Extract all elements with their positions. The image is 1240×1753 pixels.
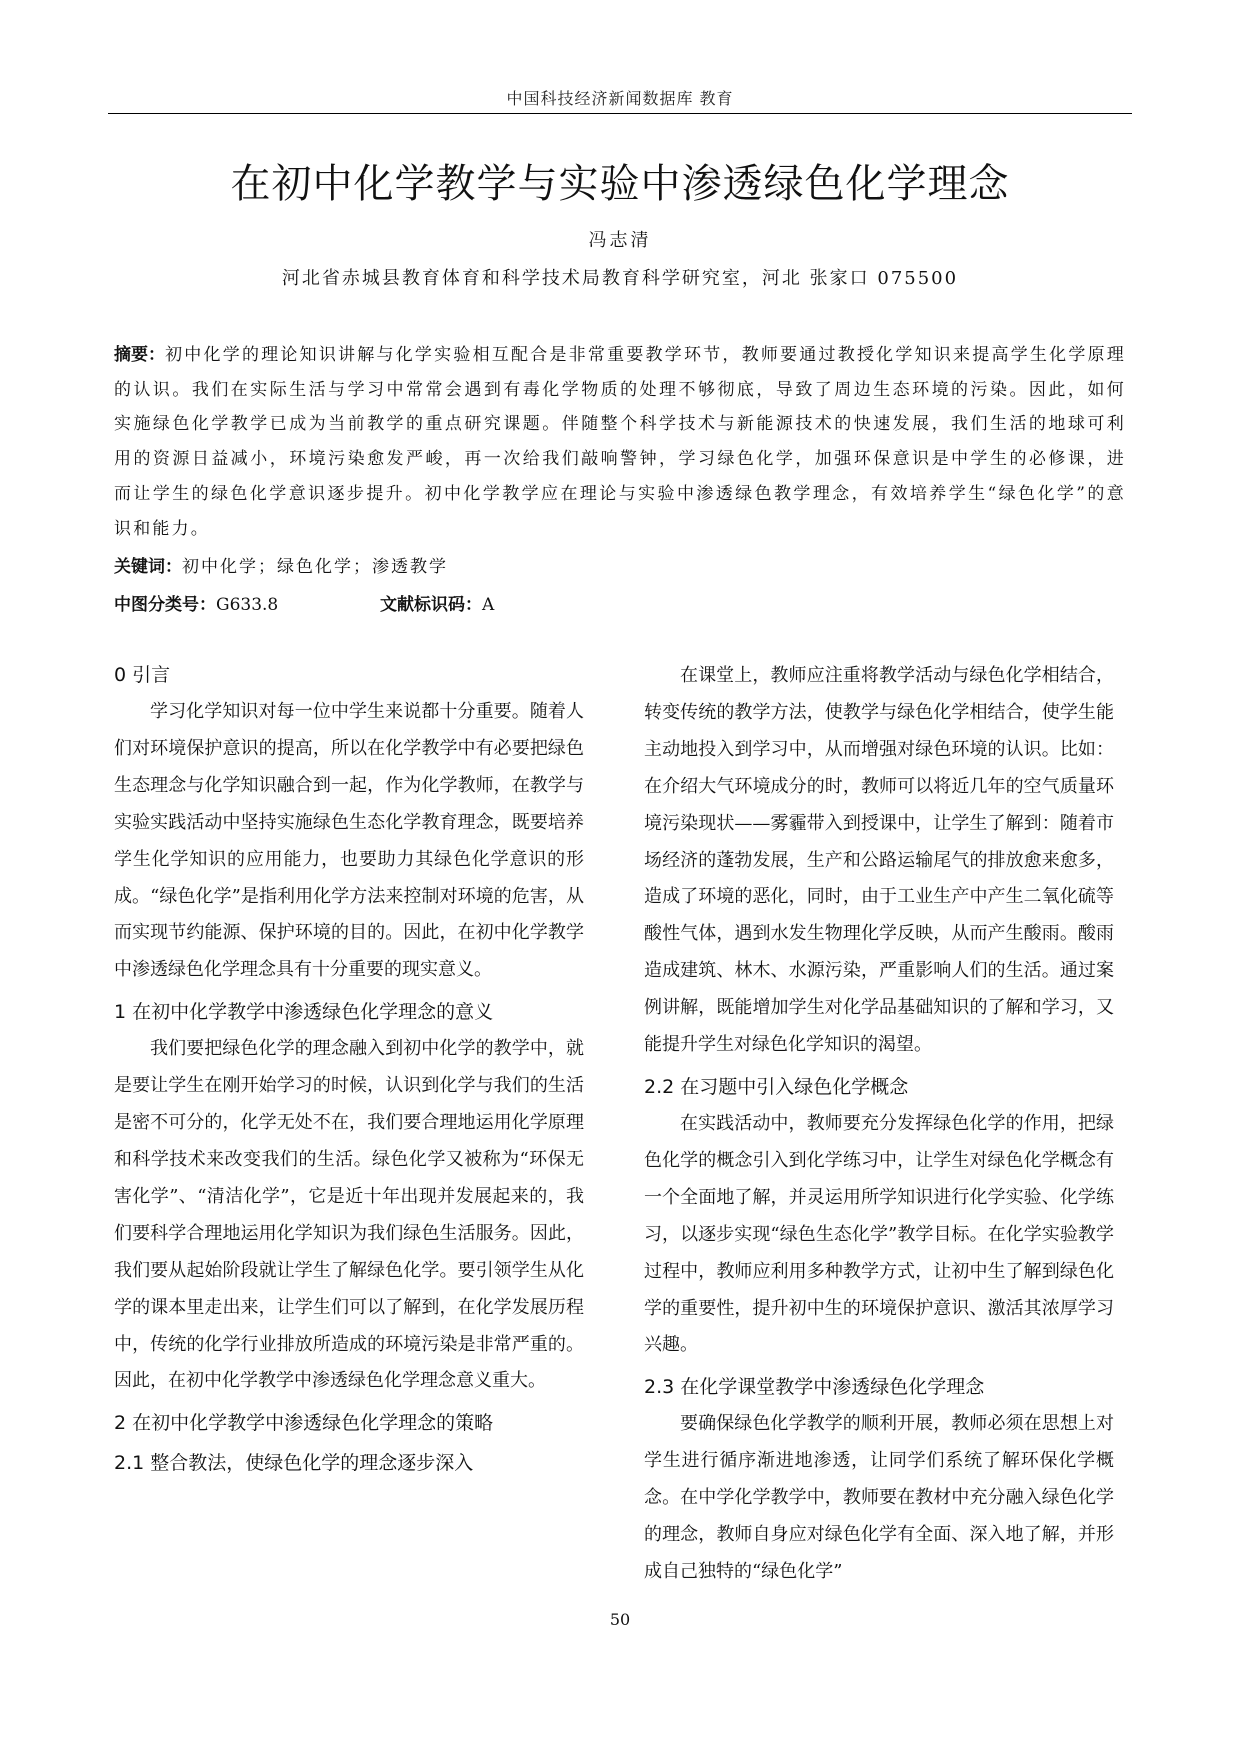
document-code-label: 文献标识码： bbox=[380, 595, 482, 615]
abstract-label: 摘要： bbox=[114, 345, 166, 365]
paragraph: 学习化学知识对每一位中学生来说都十分重要。随着人们对环境保护意识的提高，所以在化学教学中有必要把绿色生态理念与化学知识融合到一起，作为化学教师，在教学与实验实践活动中坚持实施绿色生态化学教育理念，既要培养学生化学知识的应用能力，也要助力其绿色化学意识的形成。“绿色化学”是指利用化学方法来控制对环境的危害，从而实现节约能源、保护环境的目的。因此，在初中化学教学中渗透绿色化学理念具有十分重要的现实意义。 bbox=[114, 701, 584, 981]
author-affiliation: 河北省赤城县教育体育和科学技术局教育科学研究室，河北 张家口 075500 bbox=[281, 268, 959, 289]
paragraph: 我们要把绿色化学的理念融入到初中化学的教学中，就是要让学生在刚开始学习的时候，认识到化学与我们的生活是密不可分的，化学无处不在，我们要合理地运用化学原理和科学技术来改变我们的生活。绿色化学又被称为“环保无害化学”、“清洁化学”，它是近十年出现并发展起来的，我们要科学合理地运用化学知识为我们绿色生活服务。因此，我们要从起始阶段就让学生了解绿色化学。要引领学生从化学的课本里走出来，让学生们可以了解到，在化学发展历程中，传统的化学行业排放所造成的环境污染是非常严重的。因此，在初中化学教学中渗透绿色化学理念意义重大。 bbox=[114, 1038, 584, 1392]
subsection-heading-2-3: 2.3 在化学课堂教学中渗透绿色化学理念 bbox=[644, 1376, 985, 1399]
keywords bbox=[114, 552, 1126, 577]
document-code bbox=[380, 590, 494, 615]
paragraph: 要确保绿色化学教学的顺利开展，教师必须在思想上对学生进行循序渐进地渗透，让同学们系统了解环保化学概念。在中学化学教学中，教师要在教材中充分融入绿色化学的理念，教师自身应对绿色化学有全面、深入地了解，并形成自己独特的“绿色化学” bbox=[644, 1413, 1114, 1582]
left-column bbox=[114, 658, 584, 1482]
running-header: 中国科技经济新闻数据库 教育 bbox=[506, 89, 734, 108]
abstract-text: 初中化学的理论知识讲解与化学实验相互配合是非常重要教学环节，教师要通过教授化学知识来提高学生化学原理的认识。我们在实际生活与学习中常常会遇到有毒化学物质的处理不够彻底，导致了周边生态环境的污染。因此，如何实施绿色化学教学已成为当前教学的重点研究课题。伴随整个科学技术与新能源技术的快速发展，我们生活的地球可利用的资源日益减小，环境污染愈发严峻，再一次给我们敲响警钟，学习绿色化学，加强环保意识是中学生的必修课，进而让学生的绿色化学意识逐步提升。初中化学教学应在理论与实验中渗透绿色教学理念，有效培养学生“绿色化学”的意识和能力。 bbox=[114, 345, 1127, 539]
page-number: 50 bbox=[609, 1610, 631, 1629]
section-heading-strategy: 2 在初中化学教学中渗透绿色化学理念的策略 bbox=[114, 1412, 494, 1435]
right-column bbox=[644, 658, 1114, 1591]
paragraph: 在实践活动中，教师要充分发挥绿色化学的作用，把绿色化学的概念引入到化学练习中，让学生对绿色化学概念有一个全面地了解，并灵运用所学知识进行化学实验、化学练习，以逐步实现“绿色生态化学”教学目标。在化学实验教学过程中，教师应利用多种教学方式，让初中生了解到绿色化学的重要性，提升初中生的环境保护意识、激活其浓厚学习兴趣。 bbox=[644, 1112, 1114, 1356]
section-heading-significance: 1 在初中化学教学中渗透绿色化学理念的意义 bbox=[114, 1001, 494, 1024]
subsection-heading-2-1: 2.1 整合教法，使绿色化学的理念逐步深入 bbox=[114, 1452, 474, 1475]
section-heading-intro: 0 引言 bbox=[114, 664, 171, 686]
header-rule bbox=[108, 113, 1132, 114]
subsection-heading-2-2: 2.2 在习题中引入绿色化学概念 bbox=[644, 1075, 909, 1098]
keywords-text: 初中化学；绿色化学；渗透教学 bbox=[182, 557, 448, 577]
abstract bbox=[114, 338, 1126, 546]
keywords-label: 关键词： bbox=[114, 557, 182, 577]
classification-label: 中图分类号： bbox=[114, 595, 216, 615]
author-name: 冯志清 bbox=[588, 230, 652, 251]
classification-number bbox=[114, 590, 278, 615]
classification-value: G633.8 bbox=[216, 595, 279, 615]
paragraph: 在课堂上，教师应注重将教学活动与绿色化学相结合，转变传统的教学方法，使教学与绿色化学相结合，使学生能主动地投入到学习中，从而增强对绿色环境的认识。比如：在介绍大气环境成分的时，教师可以将近几年的空气质量环境污染现状——雾霾带入到授课中，让学生了解到：随着市场经济的蓬勃发展，生产和公路运输尾气的排放愈来愈多，造成了环境的恶化，同时，由于工业生产中产生二氧化硫等酸性气体，遇到水发生物理化学反映，从而产生酸雨。酸雨造成建筑、林木、水源污染，严重影响人们的生活。通过案例讲解，既能增加学生对化学品基础知识的了解和学习，又能提升学生对绿色化学知识的渴望。 bbox=[644, 665, 1114, 1056]
document-code-value: A bbox=[482, 595, 495, 615]
paper-title: 在初中化学教学与实验中渗透绿色化学理念 bbox=[230, 161, 1010, 207]
